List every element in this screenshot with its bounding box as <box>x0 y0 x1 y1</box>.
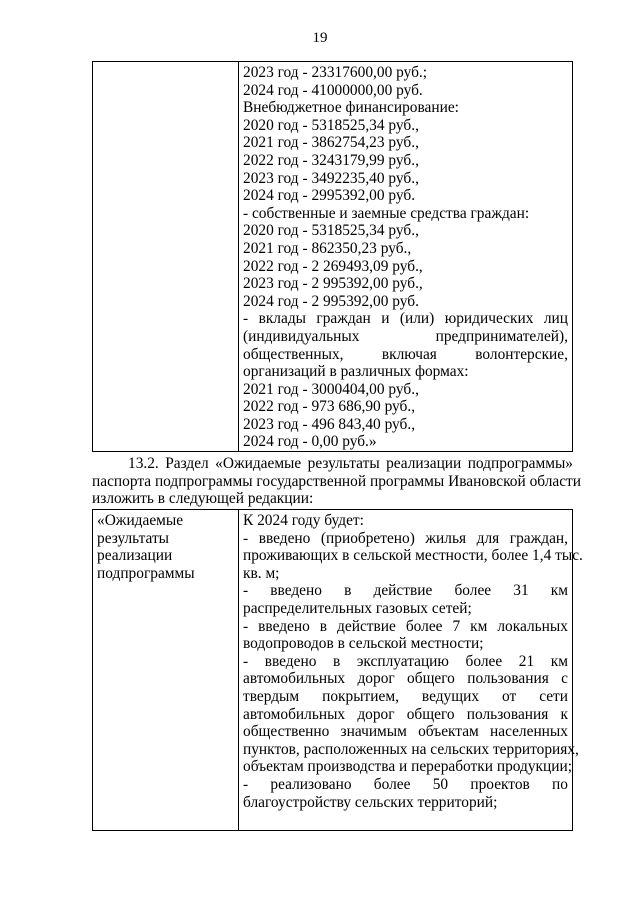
financing-justified-line <box>243 310 568 328</box>
word: значимым <box>340 723 407 741</box>
word: 1,4 <box>532 547 552 565</box>
financing-justified-line <box>243 346 568 364</box>
financing-line: 2023 год - 496 843,40 руб., <box>243 415 416 433</box>
financing-lines <box>243 64 568 310</box>
result-line <box>243 740 579 759</box>
word: реализации <box>386 455 462 472</box>
word: паспорта <box>92 472 152 490</box>
result-line: распределительных газовых сетей; <box>243 599 472 617</box>
word: на <box>411 740 427 758</box>
page-number: 19 <box>312 30 328 46</box>
word: (приобретено) <box>320 529 415 547</box>
expected-results-content-cell <box>239 510 583 831</box>
word: проектов <box>470 775 530 793</box>
word: - <box>243 652 249 670</box>
word: 13.2. <box>128 455 159 472</box>
section-paragraph <box>92 455 582 508</box>
word: - <box>243 310 249 328</box>
label-line: «Ожидаемые <box>97 512 184 529</box>
financing-line: 2021 год - 3000404,00 руб., <box>243 380 419 398</box>
expected-results-table <box>92 509 583 831</box>
result-line <box>243 776 568 794</box>
financing-line: 2020 год - 5318525,34 руб., <box>243 222 419 240</box>
word: автомобильных <box>243 705 346 723</box>
result-line: К 2024 году будет: <box>243 512 364 529</box>
word: государственной <box>256 472 367 490</box>
word: действие <box>337 617 396 635</box>
result-line <box>243 618 568 636</box>
word: автомобильных <box>243 670 346 688</box>
word: (индивидуальных <box>243 327 360 345</box>
word: к <box>560 705 568 723</box>
financing-line: 2023 год - 2 995392,00 руб., <box>243 275 423 293</box>
word: программы <box>369 472 445 490</box>
word: проживающих <box>243 547 339 565</box>
paragraph-line-3: изложить в следующей редакции: <box>92 490 314 508</box>
word: пунктов, <box>243 740 300 758</box>
word: общественно <box>243 723 330 741</box>
result-line: водопроводов в сельской местности; <box>243 635 484 653</box>
financing-table <box>92 61 573 452</box>
word: 31 <box>513 582 529 600</box>
financing-justified-line <box>243 328 568 346</box>
financing-line: 2021 год - 3862754,23 руб., <box>243 134 419 152</box>
word: в <box>332 652 341 670</box>
financing-line: 2024 год - 2 995392,00 руб. <box>243 292 419 310</box>
word: объектам <box>418 723 479 741</box>
word: - <box>243 529 249 547</box>
word: по <box>552 775 568 793</box>
financing-line: 2023 год - 23317600,00 руб.; <box>243 64 428 81</box>
expected-results-list <box>243 512 583 811</box>
word: 50 <box>432 775 449 793</box>
word: 7 <box>452 617 461 635</box>
word: области <box>529 472 582 490</box>
expected-results-label-cell <box>93 510 239 831</box>
word: твердым <box>243 687 300 705</box>
word: подпрограммы» <box>467 455 573 472</box>
word: с <box>561 670 568 688</box>
word: и <box>381 310 390 328</box>
word: сети <box>539 687 568 705</box>
financing-line: организаций в различных формах: <box>243 363 469 381</box>
financing-line: 2022 год - 973 686,90 руб., <box>243 398 416 416</box>
word: в <box>342 547 350 565</box>
word: покрытием, <box>322 687 399 705</box>
word: введено <box>258 617 310 635</box>
word: в <box>319 617 328 635</box>
word: лиц <box>543 310 568 328</box>
word: локальных <box>497 617 568 635</box>
word: от <box>502 687 517 705</box>
word: подпрограммы <box>154 472 253 490</box>
word: в <box>344 582 352 600</box>
word: введено <box>270 582 322 600</box>
result-line: объектам производства и переработки продукции; <box>243 758 573 776</box>
result-line: благоустройству сельских территорий; <box>243 793 498 811</box>
word: 21 <box>518 652 535 670</box>
word: - <box>243 775 249 793</box>
financing-lines-end <box>243 363 568 451</box>
word: км <box>550 582 569 600</box>
result-line <box>243 547 583 565</box>
word: сельской <box>353 547 412 565</box>
word: населенных <box>490 723 568 741</box>
word: включая <box>381 345 437 363</box>
word: граждан <box>316 310 371 328</box>
financing-table-left-cell <box>93 62 239 452</box>
label-line: подпрограммы <box>97 564 195 582</box>
word: Раздел <box>165 455 209 472</box>
financing-table-right-cell <box>239 62 573 452</box>
word: реализовано <box>270 775 352 793</box>
word: - <box>243 582 249 600</box>
paragraph-line-1 <box>92 455 573 473</box>
result-line <box>243 706 568 724</box>
word: для <box>476 529 500 547</box>
result-line: кв. м; <box>243 564 280 582</box>
word: действие <box>373 582 433 600</box>
financing-line: 2023 год - 3492235,40 руб., <box>243 169 419 187</box>
word: общего <box>406 705 455 723</box>
word: жилья <box>425 529 467 547</box>
financing-line: 2022 год - 2 269493,09 руб., <box>243 257 423 275</box>
word: волонтерские, <box>475 345 568 363</box>
word: более <box>465 652 503 670</box>
result-line <box>243 670 568 688</box>
word: пользования <box>467 670 549 688</box>
word: (или) <box>399 310 435 328</box>
word: км <box>550 652 568 670</box>
label-line: результаты <box>97 529 170 547</box>
word: тыс. <box>555 547 583 565</box>
word: эксплуатацию <box>356 652 449 670</box>
word: предпринимателей), <box>435 327 568 345</box>
word: км <box>470 617 488 635</box>
word: более <box>373 775 411 793</box>
word: территориях, <box>492 740 579 758</box>
word: Ивановской <box>448 472 526 490</box>
word: юридических <box>444 310 534 328</box>
word: более <box>405 617 443 635</box>
result-line <box>243 530 568 548</box>
word: пользования <box>466 705 549 723</box>
word: более <box>491 547 529 565</box>
paragraph-line-2 <box>92 472 582 491</box>
label-line: реализации <box>97 547 173 565</box>
financing-line: 2024 год - 0,00 руб.» <box>243 433 377 451</box>
word: общего <box>407 670 455 688</box>
word: результаты <box>307 455 380 472</box>
word: «Ожидаемые <box>215 455 302 472</box>
word: введено <box>264 652 317 670</box>
financing-line: 2024 год - 2995392,00 руб. <box>243 187 416 205</box>
result-line <box>243 582 568 600</box>
word: ведущих <box>421 687 480 705</box>
word: местности, <box>415 547 488 565</box>
result-line <box>243 653 568 671</box>
financing-line: - собственные и заемные средства граждан: <box>243 204 530 222</box>
word: введено <box>258 529 311 547</box>
word: более <box>454 582 492 600</box>
financing-line: 2020 год - 5318525,34 руб., <box>243 116 419 134</box>
result-line <box>243 723 568 741</box>
financing-line: 2021 год - 862350,23 руб., <box>243 239 412 257</box>
financing-line: Внебюджетное финансирование: <box>243 99 459 117</box>
financing-justified-lines <box>243 310 568 363</box>
word: расположенных <box>303 740 408 758</box>
word: дорог <box>357 705 395 723</box>
financing-line: 2024 год - 41000000,00 руб. <box>243 81 423 99</box>
result-line <box>243 688 568 706</box>
word: - <box>243 617 249 635</box>
word: вклады <box>258 310 306 328</box>
word: граждан, <box>509 529 568 547</box>
expected-results-label <box>97 512 235 582</box>
word: общественных, <box>243 345 344 363</box>
word: сельских <box>430 740 490 758</box>
financing-line: 2022 год - 3243179,99 руб., <box>243 151 419 169</box>
word: дорог <box>357 670 395 688</box>
